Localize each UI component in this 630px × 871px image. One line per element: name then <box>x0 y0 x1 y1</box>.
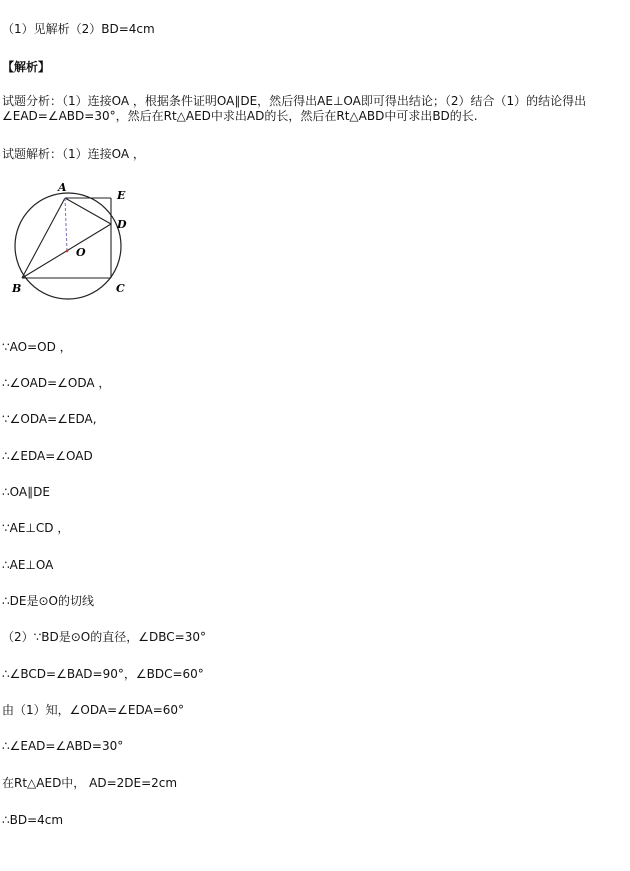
step-line: ∴AE⊥OA <box>2 558 54 572</box>
step-line: 由（1）知，∠ODA=∠EDA=60° <box>2 703 185 717</box>
step-line: ∴∠EDA=∠OAD <box>2 449 93 463</box>
label-d: D <box>117 218 127 231</box>
step-line: 在Rt△AED中， AD=2DE=2cm <box>2 776 178 790</box>
geometry-figure <box>0 176 150 306</box>
label-e: E <box>117 189 126 202</box>
answer-line: （1）见解析（2）BD=4cm <box>2 22 155 36</box>
segment-ad <box>65 198 111 224</box>
step-line: ∵AE⊥CD ， <box>2 521 70 535</box>
label-o: O <box>76 246 86 259</box>
label-b: B <box>12 282 22 295</box>
circle-diagram <box>0 176 150 306</box>
label-a: A <box>58 181 67 194</box>
step-line: ∴OA∥DE <box>2 485 50 499</box>
circle-o <box>15 193 121 299</box>
step-line: ∴BD=4cm <box>2 813 64 827</box>
step-line: ∵∠ODA=∠EDA, <box>2 412 97 426</box>
analysis-text: 试题分析：（1）连接OA ，根据条件证明OA∥DE，然后得出AE⊥OA即可得出结论；（2）结合（1）的结论得出∠EAD=∠ABD=30°，然后在Rt△AED中求出AD的长，然后在Rt△ABD中可求出BD的长. <box>2 94 587 123</box>
step-line: （2）∵BD是⊙O的直径，∠DBC=30° <box>2 630 206 644</box>
label-c: C <box>116 282 125 295</box>
step-line: ∴∠EAD=∠ABD=30° <box>2 739 124 753</box>
step-line: ∴∠OAD=∠ODA ， <box>2 376 111 390</box>
segment-oa-dashed <box>65 198 67 251</box>
point-o <box>66 250 69 253</box>
step-line: ∵AO=OD ， <box>2 340 72 354</box>
section-label: 【解析】 <box>2 60 51 74</box>
step-line: ∴DE是⊙O的切线 <box>2 594 94 608</box>
solution-intro: 试题解析：（1）连接OA ， <box>2 147 145 161</box>
step-line: ∴∠BCD=∠BAD=90°，∠BDC=60° <box>2 667 204 681</box>
